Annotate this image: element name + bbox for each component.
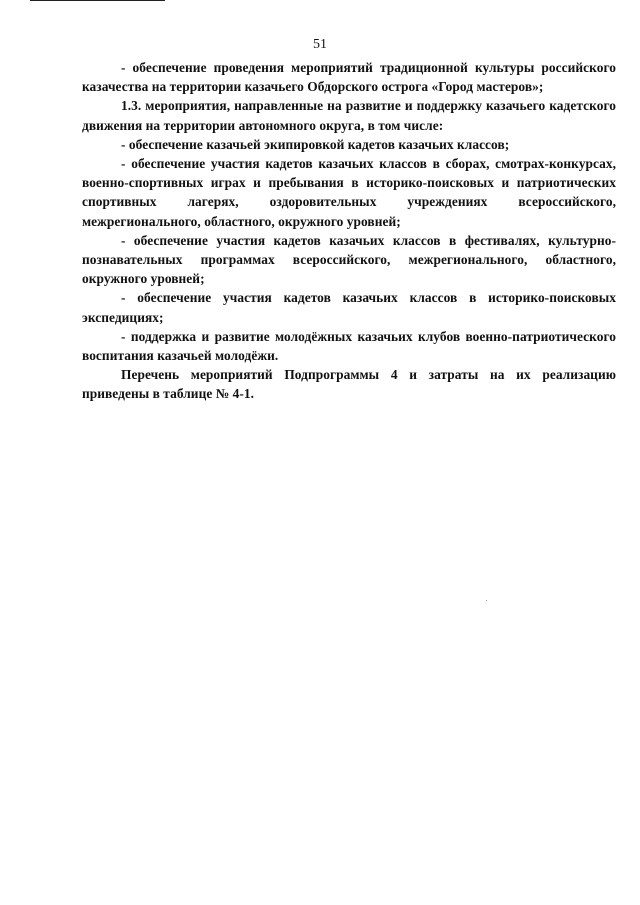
paragraph-expeditions: - обеспечение участия кадетов казачьих классов в историко-поисковых экспедициях;: [82, 290, 616, 325]
paragraph-camps: - обеспечение участия кадетов казачьих классов в сборах, смотрах-конкурсах, военно-спортивных играх и пребывания в историко-поисковых и патриотических спортивных лагерях, оздоровительных учреждениях всероссийского, межрегионального, областного, окружного уровней;: [82, 156, 616, 229]
scan-speck: [486, 600, 487, 601]
paragraph-festivals: - обеспечение участия кадетов казачьих классов в фестивалях, культурно-познавательных программах всероссийского, межрегионального, областного, окружного уровней;: [82, 232, 616, 287]
top-scan-rule: [30, 0, 165, 1]
page-number: 51: [313, 37, 327, 52]
paragraph-cadet-movement: 1.3. мероприятия, направленные на развитие и поддержку казачьего кадетского движения на территории автономного округа, в том числе:: [82, 98, 616, 133]
document-body: [82, 58, 616, 404]
paragraph-equipment: - обеспечение казачьей экипировкой кадетов казачьих классов;: [121, 136, 510, 152]
paragraph-youth-clubs: - поддержка и развитие молодёжных казачьих клубов военно-патриотического воспитания казачьей молодёжи.: [82, 328, 616, 364]
paragraph-table-reference: Перечень мероприятий Подпрограммы 4 и затраты на их реализацию приведены в таблице № 4-1.: [82, 367, 616, 402]
paragraph-city-of-masters: - обеспечение проведения мероприятий традиционной культуры российского казачества на территории казачьего Обдорского острога «Город мастеров»;: [82, 60, 616, 95]
